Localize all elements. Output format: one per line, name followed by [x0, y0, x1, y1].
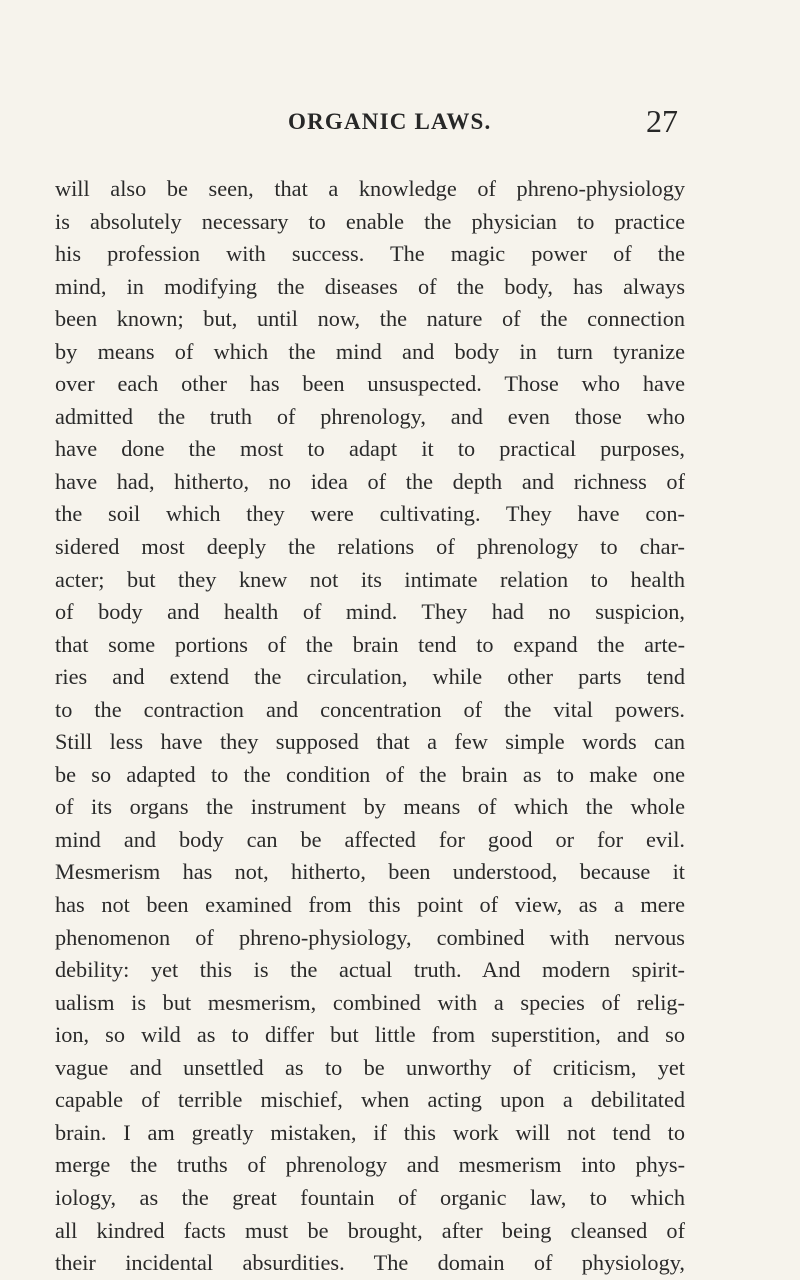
text-line: his profession with success. The magic power of the	[55, 241, 685, 267]
text-line: mind, in modifying the diseases of the body, has always	[55, 273, 685, 299]
text-line: acter; but they knew not its intimate relation to health	[55, 566, 685, 592]
text-line: that some portions of the brain tend to expand the arte-	[55, 631, 685, 657]
text-line: admitted the truth of phrenology, and even those who	[55, 403, 685, 429]
text-line: ries and extend the circulation, while other parts tend	[55, 664, 685, 690]
text-line: vague and unsettled as to be unworthy of criticism, yet	[55, 1054, 685, 1080]
text-line: ualism is but mesmerism, combined with a species of relig-	[55, 989, 685, 1015]
body-text	[55, 173, 685, 1280]
text-line: their incidental absurdities. The domain of physiology,	[55, 1250, 685, 1276]
text-line: debility: yet this is the actual truth. And modern spirit-	[55, 957, 685, 983]
text-line: brain. I am greatly mistaken, if this work will not tend to	[55, 1119, 685, 1145]
page-number: 27	[646, 103, 678, 139]
text-line: is absolutely necessary to enable the physician to practice	[55, 208, 685, 234]
text-line: mind and body can be affected for good or for evil.	[55, 826, 685, 852]
text-line: merge the truths of phrenology and mesmerism into phys-	[55, 1152, 685, 1178]
text-line: been known; but, until now, the nature of the connection	[55, 306, 685, 332]
text-line: will also be seen, that a knowledge of phreno-physiology	[55, 176, 685, 201]
running-head: ORGANIC LAWS.	[288, 109, 492, 134]
text-line: iology, as the great fountain of organic law, to which	[55, 1184, 685, 1210]
text-line: Still less have they supposed that a few simple words can	[55, 729, 685, 755]
text-line: of its organs the instrument by means of which the whole	[55, 794, 685, 820]
text-line: Mesmerism has not, hitherto, been understood, because it	[55, 859, 685, 885]
text-line: capable of terrible mischief, when acting upon a debilitated	[55, 1087, 685, 1113]
text-line: have had, hitherto, no idea of the depth and richness of	[55, 468, 685, 494]
text-line: have done the most to adapt it to practical purposes,	[55, 436, 685, 462]
text-line: be so adapted to the condition of the brain as to make one	[55, 761, 685, 787]
text-line: to the contraction and concentration of the vital powers.	[55, 696, 685, 722]
page-header	[0, 103, 800, 143]
text-line: ion, so wild as to differ but little from superstition, and so	[55, 1022, 685, 1048]
text-line: of body and health of mind. They had no suspicion,	[55, 599, 685, 625]
text-line: all kindred facts must be brought, after being cleansed of	[55, 1217, 685, 1243]
text-line: has not been examined from this point of view, as a mere	[55, 892, 685, 918]
text-line: by means of which the mind and body in turn tyranize	[55, 338, 685, 364]
text-line: phenomenon of phreno-physiology, combined with nervous	[55, 924, 685, 950]
text-line: the soil which they were cultivating. They have con-	[55, 501, 685, 527]
text-line: over each other has been unsuspected. Those who have	[55, 371, 685, 397]
text-line: sidered most deeply the relations of phrenology to char-	[55, 534, 685, 560]
